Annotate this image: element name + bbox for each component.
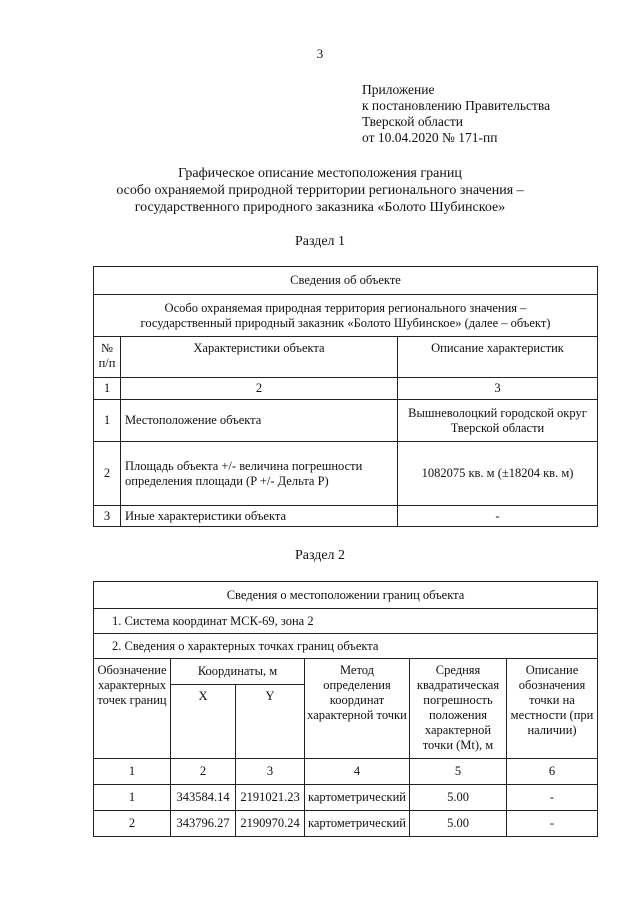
- points-caption: 2. Сведения о характерных точках границ объекта: [94, 634, 598, 659]
- object-info-table: [93, 266, 598, 527]
- row-method: картометрический: [305, 785, 410, 811]
- table-caption: Сведения о местоположении границ объекта: [94, 582, 598, 609]
- column-number: 3: [236, 759, 305, 785]
- row-location: -: [507, 785, 598, 811]
- row-y: 2190970.24: [236, 811, 305, 837]
- header-error: Средняя квадратическая погрешность положения характерной точки (Mt), м: [410, 659, 507, 759]
- header-num: № п/п: [94, 337, 121, 378]
- column-number: 2: [121, 378, 398, 400]
- title-line: государственного природного заказника «Болото Шубинское»: [134, 200, 506, 215]
- row-description: Вышневолоцкий городской округ Тверской области: [398, 400, 598, 442]
- row-characteristic: Иные характеристики объекта: [121, 506, 398, 527]
- coordinate-system: 1. Система координат МСК-69, зона 2: [94, 609, 598, 634]
- table-row: [94, 506, 598, 527]
- title-line: особо охраняемой природной территории регионального значения –: [116, 183, 524, 198]
- row-description: -: [398, 506, 598, 527]
- row-y: 2191021.23: [236, 785, 305, 811]
- section1-heading: Раздел 1: [294, 234, 346, 249]
- appendix-line: к постановлению Правительства: [362, 98, 551, 113]
- table-caption: Сведения об объекте: [94, 267, 598, 295]
- column-number: 3: [398, 378, 598, 400]
- table-row: [94, 442, 598, 506]
- section2-heading: Раздел 2: [294, 548, 346, 563]
- appendix-block: [362, 82, 550, 146]
- column-number: 2: [171, 759, 236, 785]
- appendix-line: Тверской области: [362, 114, 463, 129]
- row-error: 5.00: [410, 785, 507, 811]
- header-point: Обозначение характерных точек границ: [94, 659, 171, 759]
- appendix-line: от 10.04.2020 № 171-пп: [362, 130, 498, 145]
- row-x: 343584.14: [171, 785, 236, 811]
- table-row: [94, 811, 598, 837]
- row-num: 1: [94, 400, 121, 442]
- row-point: 2: [94, 811, 171, 837]
- row-x: 343796.27: [171, 811, 236, 837]
- row-description: 1082075 кв. м (±18204 кв. м): [398, 442, 598, 506]
- header-location: Описание обозначения точки на местности (при наличии): [507, 659, 598, 759]
- table-row: [94, 400, 598, 442]
- column-number: 1: [94, 759, 171, 785]
- boundary-points-table: [93, 581, 598, 837]
- row-method: картометрический: [305, 811, 410, 837]
- appendix-line: Приложение: [362, 82, 435, 97]
- row-location: -: [507, 811, 598, 837]
- header-method: Метод определения координат характерной точки: [305, 659, 410, 759]
- title-line: Графическое описание местоположения границ: [178, 166, 462, 181]
- header-x: X: [171, 685, 236, 759]
- row-point: 1: [94, 785, 171, 811]
- table-row: [94, 785, 598, 811]
- header-y: Y: [236, 685, 305, 759]
- header-coords: Координаты, м: [171, 659, 305, 685]
- header-description: Описание характеристик: [398, 337, 598, 378]
- document-title: [40, 165, 600, 216]
- header-characteristic: Характеристики объекта: [121, 337, 398, 378]
- row-num: 2: [94, 442, 121, 506]
- column-number: 5: [410, 759, 507, 785]
- row-num: 3: [94, 506, 121, 527]
- column-number: 1: [94, 378, 121, 400]
- object-line: государственный природный заказник «Болото Шубинское» (далее – объект): [140, 315, 551, 330]
- row-error: 5.00: [410, 811, 507, 837]
- page-number: 3: [316, 46, 324, 61]
- object-name-cell: [94, 295, 598, 337]
- object-line: Особо охраняемая природная территория регионального значения –: [164, 300, 527, 315]
- row-characteristic: Площадь объекта +/- величина погрешности определения площади (P +/- Дельта P): [121, 442, 398, 506]
- column-number: 4: [305, 759, 410, 785]
- column-number: 6: [507, 759, 598, 785]
- row-characteristic: Местоположение объекта: [121, 400, 398, 442]
